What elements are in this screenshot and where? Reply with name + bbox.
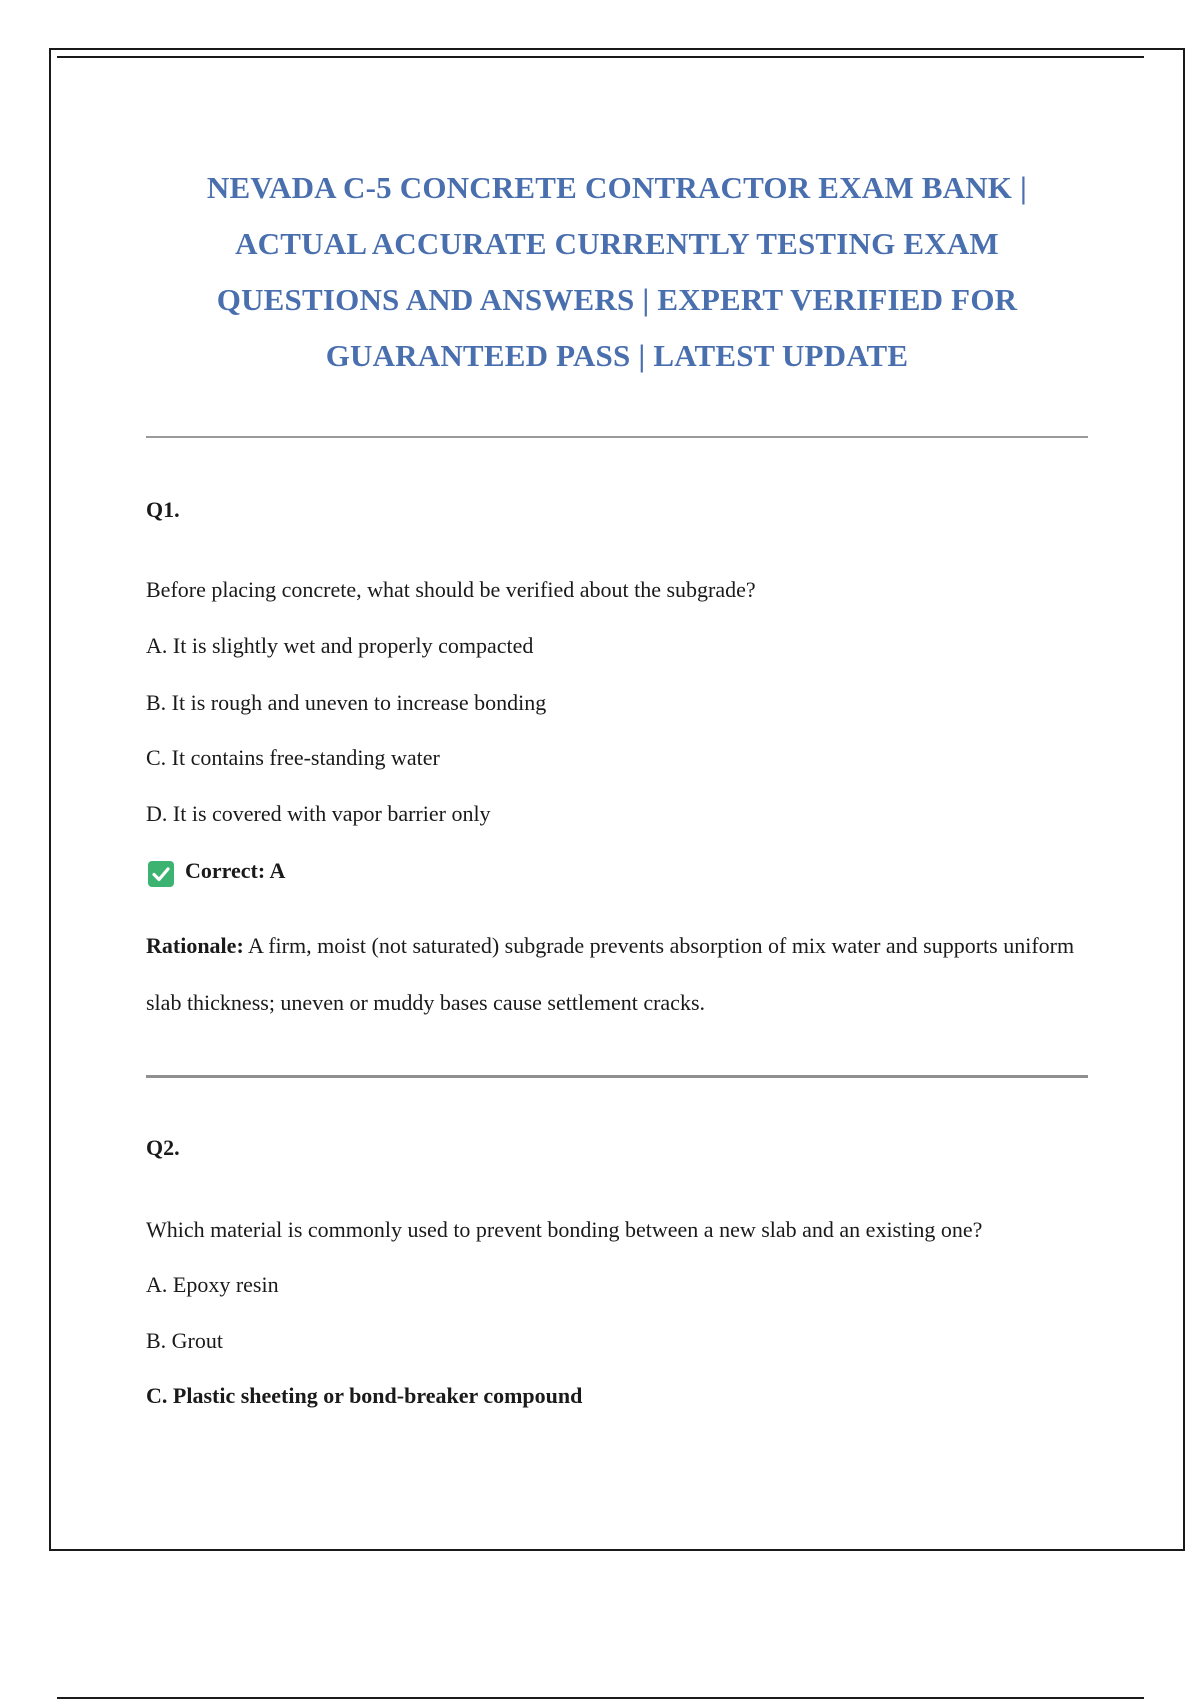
checkmark-icon: [148, 861, 174, 887]
next-page-top-rule: [57, 1697, 1144, 1699]
q2-question: Which material is commonly used to prevent bonding between a new slab and an existing one?: [146, 1217, 983, 1242]
document-title: [146, 160, 1088, 384]
title-line-2: ACTUAL ACCURATE CURRENTLY TESTING EXAM: [235, 226, 999, 261]
q1-number: Q1.: [146, 497, 180, 522]
q2-number: Q2.: [146, 1135, 180, 1160]
top-rule: [57, 56, 1144, 58]
q1-option-b: B. It is rough and uneven to increase bonding: [146, 690, 547, 715]
q2-option-a: A. Epoxy resin: [146, 1272, 279, 1297]
q1-correct-answer: Correct: A: [185, 858, 286, 883]
q2-option-c-correct: C. Plastic sheeting or bond-breaker compound: [146, 1383, 583, 1408]
q1-rationale: [146, 917, 1096, 1031]
q1-option-a: A. It is slightly wet and properly compacted: [146, 633, 534, 658]
q1-option-c: C. It contains free-standing water: [146, 745, 440, 770]
divider-after-title: [146, 436, 1088, 438]
title-line-4: GUARANTEED PASS | LATEST UPDATE: [325, 338, 909, 373]
q1-option-d: D. It is covered with vapor barrier only: [146, 801, 491, 826]
divider-after-q1: [146, 1075, 1088, 1078]
q1-rationale-label: Rationale:: [146, 933, 244, 958]
title-line-3: QUESTIONS AND ANSWERS | EXPERT VERIFIED FOR: [216, 282, 1018, 317]
q2-option-b: B. Grout: [146, 1328, 223, 1353]
q1-rationale-text: A firm, moist (not saturated) subgrade prevents absorption of mix water and supports uniform slab thickness; uneven or muddy bases cause settlement cracks.: [146, 933, 1075, 1015]
title-line-1: NEVADA C-5 CONCRETE CONTRACTOR EXAM BANK |: [206, 170, 1028, 205]
q1-question: Before placing concrete, what should be verified about the subgrade?: [146, 577, 756, 602]
